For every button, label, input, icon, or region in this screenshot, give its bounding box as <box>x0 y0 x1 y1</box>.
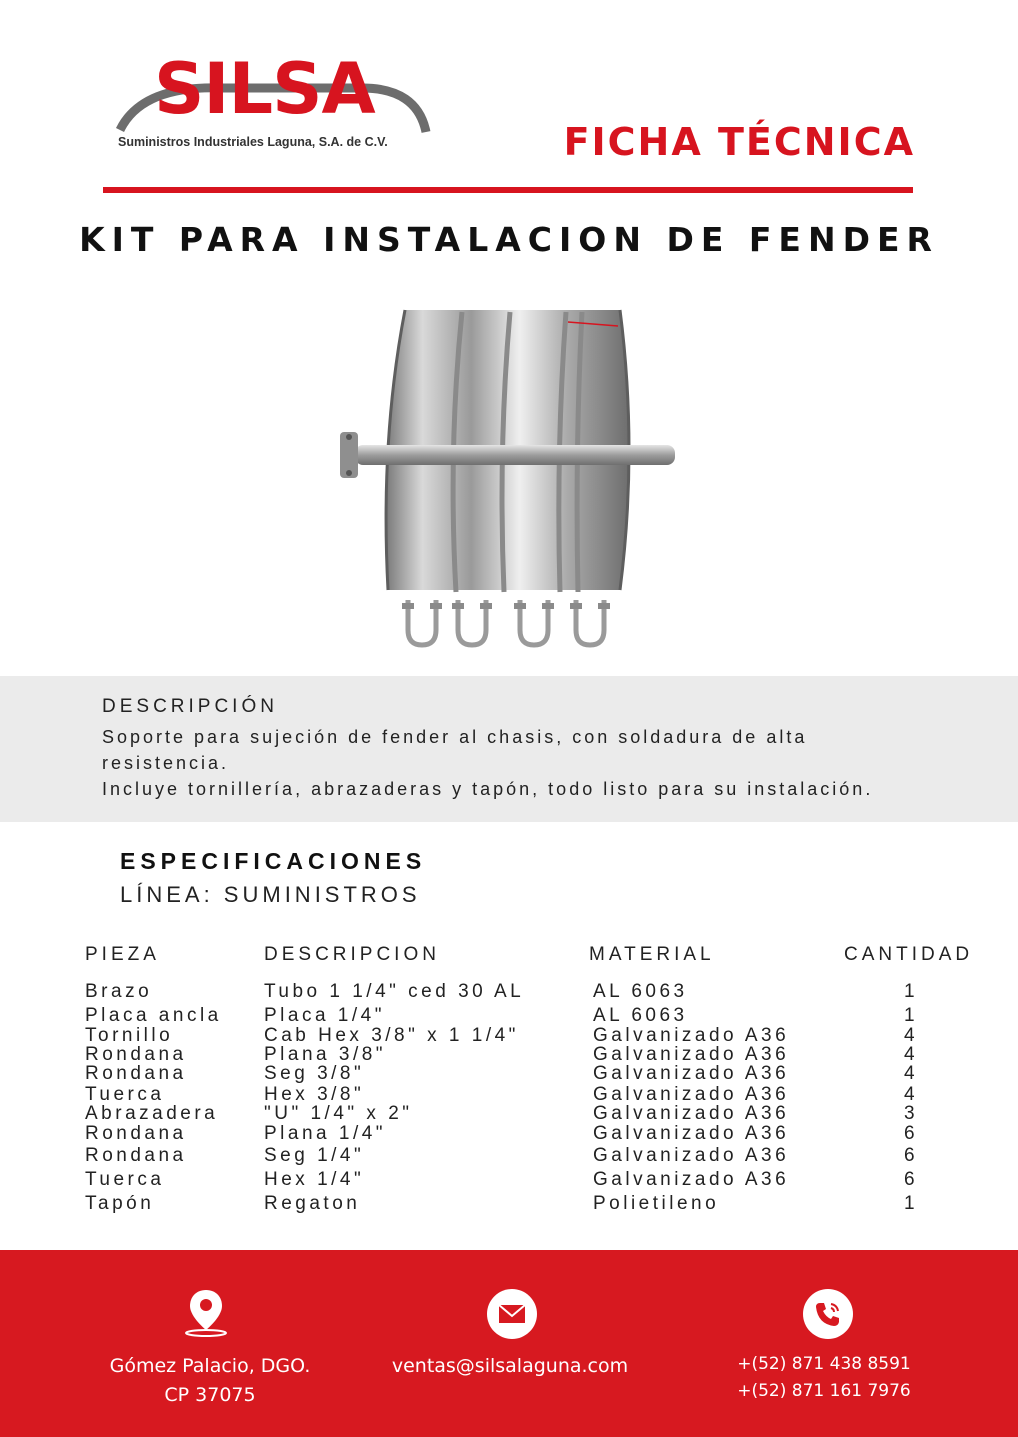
cell-material: Galvanizado A36 <box>593 1063 790 1084</box>
column-header-pieza: PIEZA <box>85 944 160 965</box>
cell-cantidad: 6 <box>904 1145 919 1166</box>
cell-descripcion: Placa 1/4" <box>264 1005 385 1026</box>
cell-pieza: Tornillo <box>85 1025 174 1046</box>
cell-material: AL 6063 <box>593 1005 688 1026</box>
cell-material: Galvanizado A36 <box>593 1084 790 1105</box>
document-type-title: FICHA TÉCNICA <box>563 120 915 164</box>
description-heading: DESCRIPCIÓN <box>102 696 278 717</box>
product-line: LÍNEA: SUMINISTROS <box>120 882 421 907</box>
column-header-cantidad: CANTIDAD <box>844 944 974 965</box>
cell-pieza: Placa ancla <box>85 1005 222 1026</box>
cell-material: Galvanizado A36 <box>593 1123 790 1144</box>
cell-cantidad: 3 <box>904 1103 919 1124</box>
cell-material: AL 6063 <box>593 981 688 1002</box>
cell-cantidad: 1 <box>904 1005 919 1026</box>
cell-pieza: Rondana <box>85 1145 187 1166</box>
cell-descripcion: Plana 3/8" <box>264 1044 387 1065</box>
cell-pieza: Rondana <box>85 1044 187 1065</box>
cell-descripcion: Plana 1/4" <box>264 1123 387 1144</box>
cell-descripcion: Cab Hex 3/8" x 1 1/4" <box>264 1025 519 1046</box>
cell-cantidad: 4 <box>904 1044 919 1065</box>
address-postal-code: CP 37075 <box>164 1384 256 1406</box>
logo-subtitle: Suministros Industriales Laguna, S.A. de C.V. <box>118 135 388 149</box>
description-text <box>102 724 922 802</box>
cell-material: Galvanizado A36 <box>593 1145 790 1166</box>
cell-descripcion: Seg 3/8" <box>264 1063 365 1084</box>
cell-cantidad: 6 <box>904 1169 919 1190</box>
email-link[interactable]: ventas@silsalaguna.com <box>391 1355 629 1377</box>
cell-material: Galvanizado A36 <box>593 1044 790 1065</box>
cell-material: Galvanizado A36 <box>593 1169 790 1190</box>
cell-descripcion: Tubo 1 1/4" ced 30 AL <box>264 981 525 1002</box>
cell-material: Galvanizado A36 <box>593 1025 790 1046</box>
address <box>70 1352 350 1410</box>
phone-number[interactable]: +(52) 871 161 7976 <box>737 1381 911 1401</box>
cell-material: Polietileno <box>593 1193 720 1214</box>
cell-pieza: Abrazadera <box>85 1103 219 1124</box>
column-header-material: MATERIAL <box>589 944 715 965</box>
cell-descripcion: Hex 1/4" <box>264 1169 365 1190</box>
header-divider <box>103 187 913 193</box>
cell-pieza: Rondana <box>85 1123 187 1144</box>
description-line: Incluye tornillería, abrazaderas y tapón, todo listo para su instalación. <box>102 779 874 799</box>
cell-pieza: Tuerca <box>85 1084 165 1105</box>
cell-material: Galvanizado A36 <box>593 1103 790 1124</box>
phone-icon <box>802 1288 854 1340</box>
cell-descripcion: Hex 3/8" <box>264 1084 365 1105</box>
cell-cantidad: 1 <box>904 981 919 1002</box>
address-city: Gómez Palacio, DGO. <box>109 1355 311 1377</box>
cell-pieza: Tuerca <box>85 1169 165 1190</box>
page-title: KIT PARA INSTALACION DE FENDER <box>79 220 939 259</box>
cell-cantidad: 4 <box>904 1025 919 1046</box>
phone-numbers <box>694 1351 954 1405</box>
cell-pieza: Brazo <box>85 981 153 1002</box>
product-image <box>320 300 700 660</box>
cell-cantidad: 1 <box>904 1193 919 1214</box>
cell-cantidad: 4 <box>904 1063 919 1084</box>
cell-cantidad: 4 <box>904 1084 919 1105</box>
cell-cantidad: 6 <box>904 1123 919 1144</box>
cell-pieza: Tapón <box>85 1193 155 1214</box>
cell-pieza: Rondana <box>85 1063 187 1084</box>
location-pin-icon <box>180 1286 232 1338</box>
envelope-icon <box>486 1288 538 1340</box>
specifications-heading: ESPECIFICACIONES <box>120 848 427 874</box>
description-line: resistencia. <box>102 753 230 773</box>
cell-descripcion: Seg 1/4" <box>264 1145 365 1166</box>
silsa-logo <box>112 48 432 160</box>
phone-number[interactable]: +(52) 871 438 8591 <box>737 1354 911 1374</box>
column-header-descripcion: DESCRIPCION <box>264 944 440 965</box>
cell-descripcion: "U" 1/4" x 2" <box>264 1103 413 1124</box>
logo-wordmark: SILSA <box>154 48 375 130</box>
description-line: Soporte para sujeción de fender al chasis, con soldadura de alta <box>102 727 808 747</box>
cell-descripcion: Regaton <box>264 1193 361 1214</box>
